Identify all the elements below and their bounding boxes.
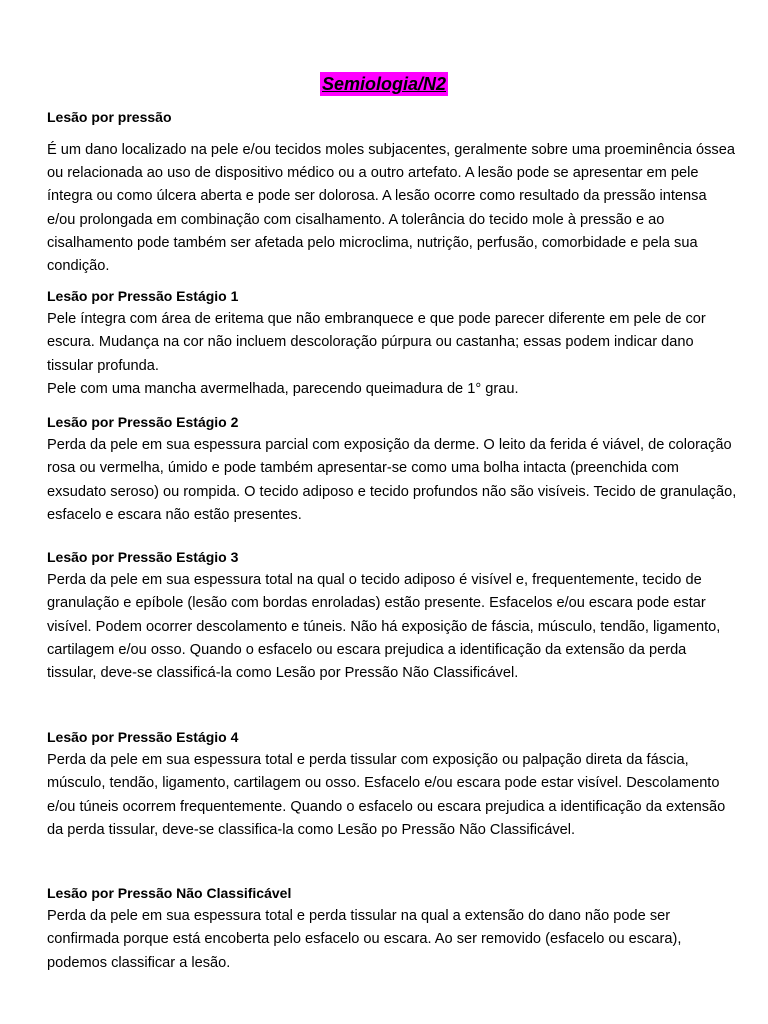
section-note: Pele com uma mancha avermelhada, parecendo queimadura de 1° grau. (47, 380, 519, 397)
section-heading: Lesão por Pressão Não Classificável (47, 885, 292, 901)
intro-paragraph: É um dano localizado na pele e/ou tecidos moles subjacentes, geralmente sobre uma proeminência óssea ou relacionada ao uso de dispositivo médico ou a outro artefato. A lesão pode se apresentar em pele íntegra ou como úlcera aberta e pode ser dolorosa. A lesão ocorre como resultado da pressão intensa e/ou prolongada em combinação com cisalhamento. A tolerância do tecido mole à pressão e ao cisalhamento pode também ser afetada pelo microclima, nutrição, perfusão, comorbidade e pela sua condição. (47, 142, 735, 275)
section-unclassifiable (47, 882, 737, 975)
section-paragraph: Pele íntegra com área de eritema que não embranquece e que pode parecer diferente em pele de cor escura. Mudança na cor não incluem descoloração púrpura ou castanha; essas podem indicar dano tissular profunda. (47, 311, 706, 374)
document-title: Semiologia/N2 (321, 74, 447, 94)
section-heading: Lesão por Pressão Estágio 3 (47, 549, 239, 565)
section-heading: Lesão por Pressão Estágio 4 (47, 729, 239, 745)
section-heading: Lesão por Pressão Estágio 2 (47, 414, 239, 430)
section-paragraph: Perda da pele em sua espessura total e perda tissular na qual a extensão do dano não pode ser confirmada porque está encoberta pelo esfacelo ou escara. Ao ser removido (esfacelo ou escara), podemos classificar a lesão. (47, 908, 682, 971)
section-stage-2 (47, 411, 737, 527)
section-paragraph: Perda da pele em sua espessura parcial com exposição da derme. O leito da ferida é viável, de coloração rosa ou vermelha, úmido e pode também apresentar-se como uma bolha intacta (preenchida com exsudato seroso) ou rompida. O tecido adiposo e tecido profundos não são visíveis. Tecido de granulação, esfacelo e escara não estão presentes. (47, 437, 737, 523)
section-stage-4 (47, 726, 737, 842)
section-paragraph: Perda da pele em sua espessura total na qual o tecido adiposo é visível e, frequentemente, tecido de granulação e epíbole (lesão com bordas enroladas) estão presente. Esfacelos e/ou escara pode estar visível. Podem ocorrer descolamento e túneis. Não há exposição de fáscia, músculo, tendão, ligamento, cartilagem e/ou osso. Quando o esfacelo ou escara prejudica a identificação da extensão da perda tissular, deve-se classificá-la como Lesão por Pressão Não Classificável. (47, 572, 721, 682)
section-paragraph: Perda da pele em sua espessura total e perda tissular com exposição ou palpação direta da fáscia, músculo, tendão, ligamento, cartilagem ou osso. Esfacelo e/ou escara pode estar visível. Descolamento e/ou túneis ocorrem frequentemente. Quando o esfacelo ou escara prejudica a identificação da extensão da perda tissular, deve-se classifica-la como Lesão po Pressão Não Classificável. (47, 752, 726, 838)
intro-heading: Lesão por pressão (47, 109, 172, 125)
title-container (0, 72, 768, 96)
section-stage-1 (47, 285, 737, 401)
section-heading: Lesão por Pressão Estágio 1 (47, 288, 239, 304)
section-stage-3 (47, 546, 737, 685)
